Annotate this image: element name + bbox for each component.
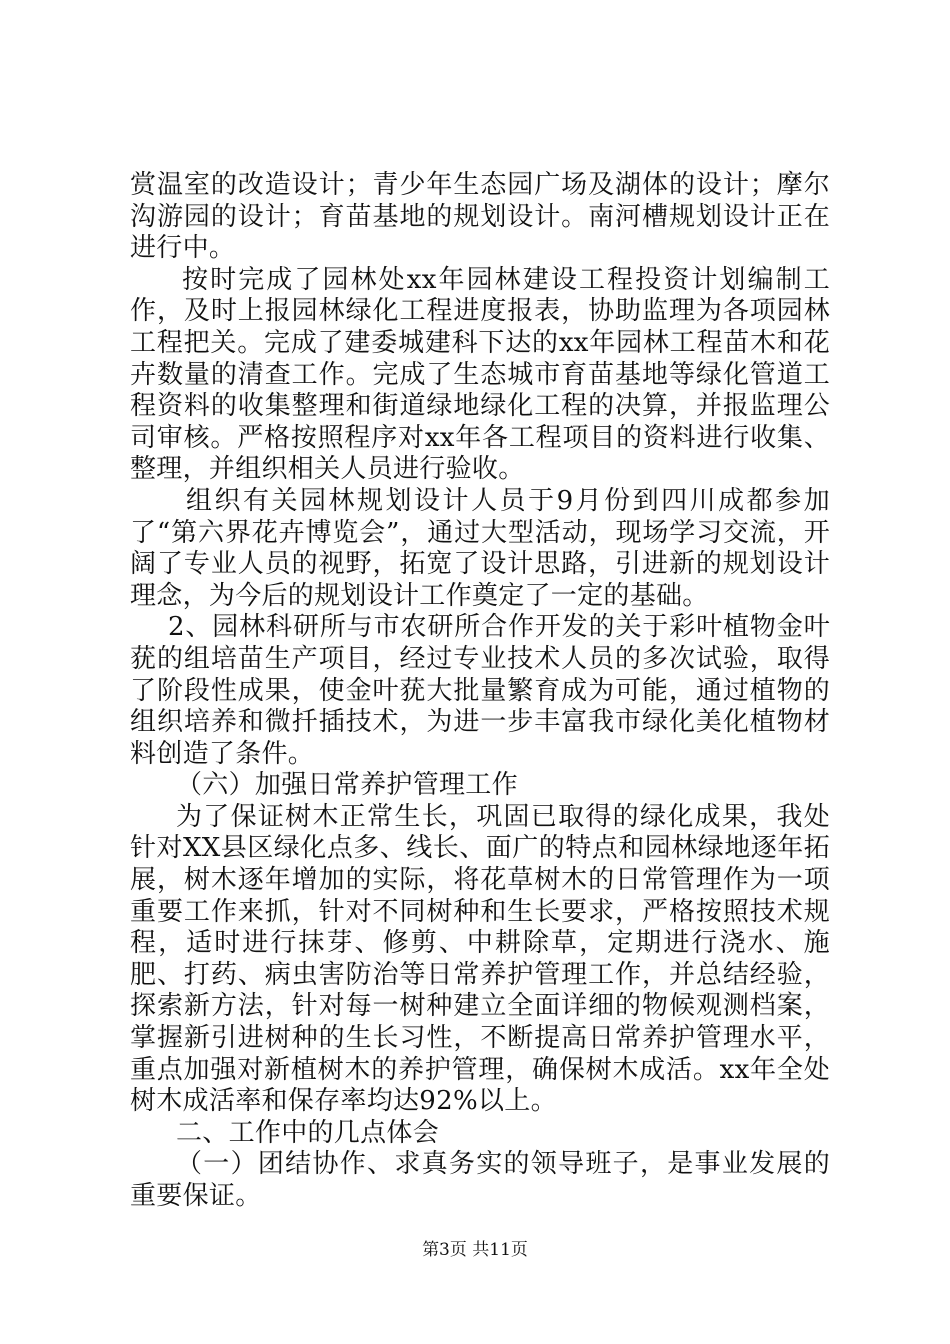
paragraph-leadership: （一）团结协作、求真务实的领导班子，是事业发展的重要保证。 <box>130 1149 830 1211</box>
section-heading-experience: 二、工作中的几点体会 <box>176 1117 440 1148</box>
section-heading-maintenance: （六）加强日常养护管理工作 <box>176 770 518 801</box>
paragraph-research-project: 2、园林科研所与市农研所合作开发的关于彩叶植物金叶莸的组培苗生产项目，经过专业技术人员的多次试验，取得了阶段性成果，使金叶莸大批量繁育成为可能，通过植物的组织培养和微扦插技术，为进一步丰富我市绿化美化植物材料创造了条件。 <box>130 612 830 769</box>
paragraph-maintenance: 为了保证树木正常生长，巩固已取得的绿化成果，我处针对XX县区绿化点多、线长、面广的特点和园林绿地逐年拓展，树木逐年增加的实际，将花草树木的日常管理作为一项重要工作来抓，针对不同树种和生长要求，严格按照技术规程，适时进行抹芽、修剪、中耕除草，定期进行浇水、施肥、打药、病虫害防治等日常养护管理工作，并总结经验，探索新方法，针对每一树种建立全面详细的物候观测档案，掌握新引进树种的生长习性，不断提高日常养护管理水平，重点加强对新植树木的养护管理，确保树木成活。xx年全处树木成活率和保存率均达92%以上。 <box>130 801 830 1117</box>
paragraph-flower-expo: 组织有关园林规划设计人员于9月份到四川成都参加了“第六界花卉博览会”，通过大型活动，现场学习交流，开阔了专业人员的视野，拓宽了设计思路，引进新的规划设计理念，为今后的规划设计工作奠定了一定的基础。 <box>130 485 830 611</box>
paragraph-continuation: 赏温室的改造设计；青少年生态园广场及湖体的设计；摩尔沟游园的设计；育苗基地的规划设计。南河槽规划设计正在进行中。 <box>130 170 830 264</box>
paragraph-investment-plan: 按时完成了园林处xx年园林建设工程投资计划编制工作，及时上报园林绿化工程进度报表，协助监理为各项园林工程把关。完成了建委城建科下达的xx年园林工程苗木和花卉数量的清查工作。完成了生态城市育苗基地等绿化管道工程资料的收集整理和街道绿地绿化工程的决算，并报监理公司审核。严格按照程序对xx年各工程项目的资料进行收集、整理，并组织相关人员进行验收。 <box>130 264 830 485</box>
page-number-footer: 第3页 共11页 <box>422 1240 528 1260</box>
document-body <box>130 170 830 1213</box>
